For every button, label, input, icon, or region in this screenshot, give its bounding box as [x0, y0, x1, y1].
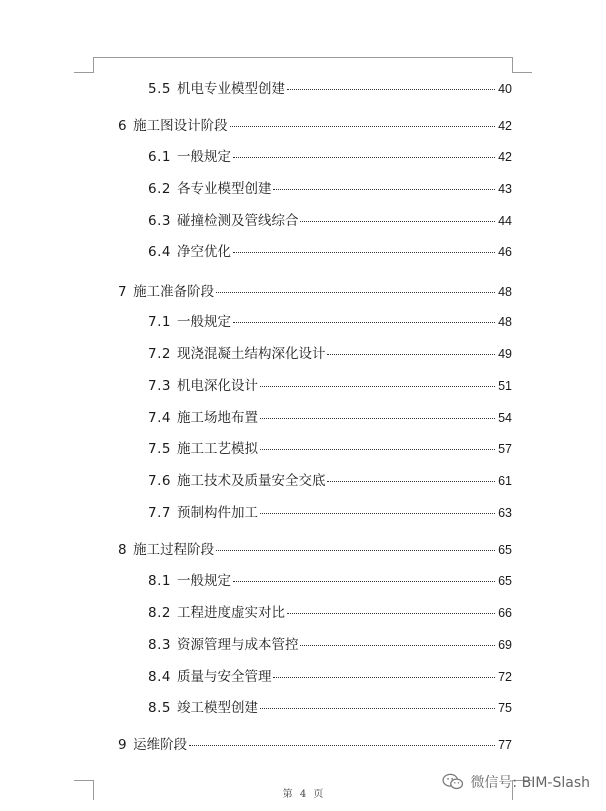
toc-entry-number: 8.4 — [148, 669, 171, 685]
toc-dot-leader — [260, 449, 495, 450]
toc-entry[interactable] — [118, 283, 512, 301]
toc-entry-number: 6.2 — [148, 181, 171, 197]
toc-entry[interactable] — [148, 243, 512, 261]
toc-entry[interactable] — [148, 440, 512, 458]
toc-entry-title: 资源管理与成本管控 — [176, 637, 299, 653]
toc-entry-title: 施工图设计阶段 — [133, 118, 228, 134]
toc-entry-number: 8.2 — [148, 605, 171, 621]
toc-entry-number: 7 — [118, 284, 128, 300]
toc-entry-title: 施工技术及质量安全交底 — [176, 473, 326, 489]
toc-dot-leader — [287, 613, 495, 614]
toc-dot-leader — [287, 89, 495, 90]
toc-dot-leader — [233, 157, 495, 158]
toc-entry-page: 40 — [498, 82, 512, 96]
toc-entry[interactable] — [148, 212, 512, 230]
toc-dot-leader — [189, 745, 495, 746]
toc-dot-leader — [230, 126, 496, 127]
toc-entry-title: 竣工模型创建 — [176, 700, 258, 716]
toc-dot-leader — [273, 189, 495, 190]
toc-entry-page: 65 — [498, 574, 512, 588]
toc-entry-title: 碰撞检测及管线综合 — [176, 213, 299, 229]
toc-entry-page: 75 — [498, 701, 512, 715]
toc-entry-title: 施工过程阶段 — [133, 542, 215, 558]
toc-entry-number: 7.7 — [148, 505, 171, 521]
toc-entry-page: 44 — [498, 214, 512, 228]
toc-entry[interactable] — [148, 472, 512, 490]
wechat-icon — [442, 773, 464, 791]
footer-suffix: 页 — [313, 789, 324, 800]
toc-entry[interactable] — [148, 699, 512, 717]
toc-entry-title: 质量与安全管理 — [176, 669, 272, 685]
toc-entry-page: 43 — [498, 182, 512, 196]
toc-dot-leader — [300, 645, 495, 646]
toc-entry-number: 6.1 — [148, 149, 171, 165]
toc-entry-number: 7.6 — [148, 473, 171, 489]
toc-dot-leader — [260, 418, 495, 419]
toc-entry[interactable] — [148, 668, 512, 686]
toc-dot-leader — [260, 708, 495, 709]
toc-entry-title: 一般规定 — [176, 314, 231, 330]
toc-entry-number: 6.3 — [148, 213, 171, 229]
toc-entry-number: 6.4 — [148, 244, 171, 260]
toc-entry-page: 57 — [498, 442, 512, 456]
crop-mark-top-right-v — [512, 57, 513, 73]
toc-entry-number: 8.1 — [148, 573, 171, 589]
toc-entry-page: 66 — [498, 606, 512, 620]
toc-entry-number: 7.2 — [148, 346, 171, 362]
toc-entry[interactable] — [148, 148, 512, 166]
crop-mark-bottom-left-h — [74, 780, 94, 781]
toc-entry-title: 施工准备阶段 — [133, 284, 215, 300]
toc-entry[interactable] — [148, 636, 512, 654]
toc-entry-number: 8 — [118, 542, 128, 558]
crop-mark-top-line — [93, 57, 513, 58]
toc-entry-page: 69 — [498, 638, 512, 652]
toc-entry[interactable] — [148, 377, 512, 395]
toc-dot-leader — [327, 354, 495, 355]
toc-entry[interactable] — [148, 180, 512, 198]
watermark — [442, 772, 590, 792]
toc-dot-leader — [300, 221, 495, 222]
toc-entry-title: 现浇混凝土结构深化设计 — [176, 346, 326, 362]
toc-entry-page: 42 — [498, 119, 512, 133]
toc-entry-number: 7.3 — [148, 378, 171, 394]
toc-entry[interactable] — [118, 117, 512, 135]
toc-entry-page: 42 — [498, 150, 512, 164]
toc-entry-title: 机电深化设计 — [176, 378, 258, 394]
toc-entry-number: 6 — [118, 118, 128, 134]
crop-mark-top-left-h — [74, 72, 94, 73]
toc-entry-number: 8.3 — [148, 637, 171, 653]
crop-mark-top-left-v — [93, 57, 94, 73]
toc-dot-leader — [216, 550, 495, 551]
toc-entry-title: 预制构件加工 — [176, 505, 258, 521]
toc-entry-title: 施工场地布置 — [176, 410, 258, 426]
toc-dot-leader — [233, 581, 495, 582]
toc-entry[interactable] — [148, 80, 512, 98]
toc-entry[interactable] — [118, 736, 512, 754]
watermark-text: 微信号: BIM-Slash — [470, 775, 590, 791]
toc-entry-page: 49 — [498, 347, 512, 361]
toc-entry-page: 48 — [498, 285, 512, 299]
toc-dot-leader — [260, 386, 495, 387]
toc-entry[interactable] — [148, 572, 512, 590]
toc-dot-leader — [233, 322, 495, 323]
toc-entry-title: 一般规定 — [176, 149, 231, 165]
toc-entry-number: 7.5 — [148, 441, 171, 457]
toc-entry-number: 5.5 — [148, 81, 171, 97]
toc-entry-page: 77 — [498, 738, 512, 752]
toc-dot-leader — [260, 513, 495, 514]
toc-entry-page: 48 — [498, 315, 512, 329]
toc-entry[interactable] — [148, 345, 512, 363]
toc-entry-title: 运维阶段 — [133, 737, 188, 753]
toc-entry-number: 7.1 — [148, 314, 171, 330]
toc-entry[interactable] — [148, 504, 512, 522]
footer-prefix: 第 — [282, 789, 293, 800]
toc-entry-title: 各专业模型创建 — [176, 181, 272, 197]
toc-entry[interactable] — [118, 541, 512, 559]
footer-page-number: 4 — [299, 789, 307, 800]
toc-entry-title: 一般规定 — [176, 573, 231, 589]
toc-dot-leader — [327, 481, 495, 482]
toc-entry-number: 9 — [118, 737, 128, 753]
toc-entry-title: 施工工艺模拟 — [176, 441, 258, 457]
toc-entry[interactable] — [148, 604, 512, 622]
toc-entry-number: 8.5 — [148, 700, 171, 716]
crop-mark-top-right-h — [512, 72, 532, 73]
toc-entry-page: 54 — [498, 411, 512, 425]
toc-dot-leader — [216, 292, 495, 293]
toc-entry-title: 机电专业模型创建 — [176, 81, 285, 97]
toc-entry[interactable] — [148, 313, 512, 331]
toc-entry[interactable] — [148, 409, 512, 427]
toc-entry-title: 净空优化 — [176, 244, 231, 260]
toc-entry-number: 7.4 — [148, 410, 171, 426]
toc-entry-page: 51 — [498, 379, 512, 393]
toc-entry-page: 46 — [498, 245, 512, 259]
toc-dot-leader — [233, 252, 495, 253]
toc-entry-page: 72 — [498, 670, 512, 684]
toc-entry-page: 65 — [498, 543, 512, 557]
toc-entry-title: 工程进度虚实对比 — [176, 605, 285, 621]
toc-entry-page: 61 — [498, 474, 512, 488]
toc-entry-page: 63 — [498, 506, 512, 520]
toc-dot-leader — [273, 677, 495, 678]
